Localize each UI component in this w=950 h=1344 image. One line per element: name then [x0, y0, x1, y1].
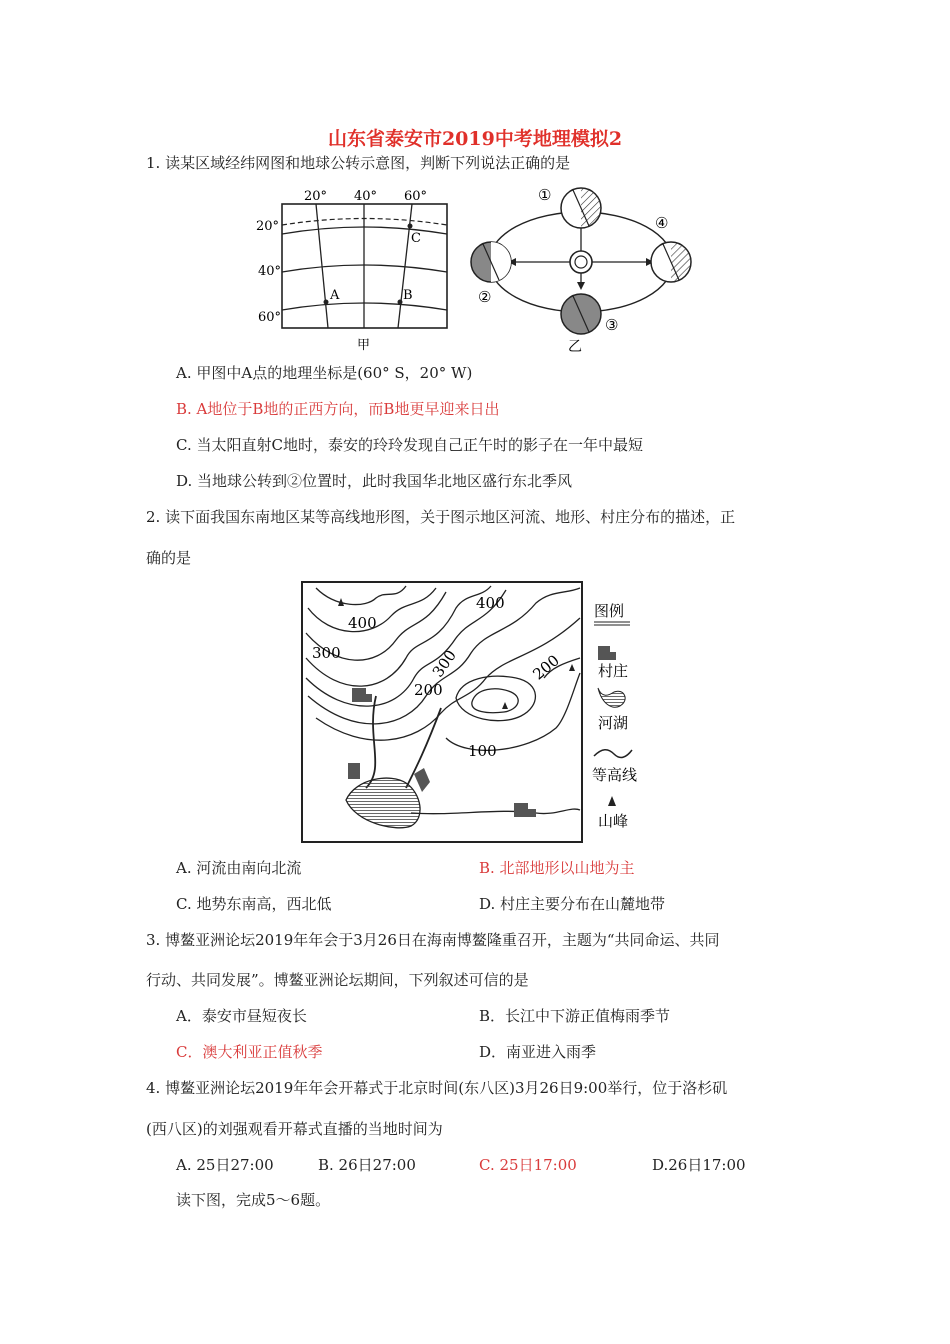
contour-map: [296, 578, 666, 848]
orbit-position-2: ②: [478, 288, 492, 306]
peak-legend-icon: [608, 796, 616, 806]
contour-legend-icon: [594, 750, 632, 758]
lat-label: 20°: [256, 219, 280, 234]
q4-stem-line2: (西八区)的刘强观看开幕式直播的当地时间为: [146, 1120, 443, 1138]
q1-option-c: C. 当太阳直射C地时，泰安的玲玲发现自己正午时的影子在一年中最短: [176, 436, 643, 454]
legend-lake: 河湖: [598, 714, 629, 732]
contour-label: 300: [312, 644, 341, 662]
q2-option-d: D. 村庄主要分布在山麓地带: [479, 895, 666, 913]
q2-option-a: A. 河流由南向北流: [176, 859, 302, 877]
contour-label: 400: [348, 614, 377, 632]
q5-6-intro: 读下图，完成5～6题。: [176, 1191, 331, 1209]
lon-label: 60°: [404, 189, 428, 204]
lon-label: 40°: [354, 189, 378, 204]
village-icon: [348, 763, 360, 779]
q1-option-b: B. A地位于B地的正西方向，而B地更早迎来日出: [176, 400, 500, 418]
lon-label: 20°: [304, 189, 328, 204]
point-label-c: C: [411, 231, 421, 246]
q4-option-b: B. 26日27:00: [318, 1156, 416, 1174]
q1-figure: [250, 182, 720, 360]
village-legend-icon: [598, 646, 616, 660]
q4-stem-line1: 4. 博鳌亚洲论坛2019年年会开幕式于北京时间(东八区)3月26日9:00举行，位于洛杉矶: [146, 1079, 728, 1097]
legend-village: 村庄: [598, 662, 629, 680]
q4-option-c: C. 25日17:00: [479, 1156, 577, 1174]
q1-stem: 1. 读某区域经纬网图和地球公转示意图，判断下列说法正确的是: [146, 154, 571, 172]
lake-legend-icon: [598, 688, 625, 707]
point-label-a: A: [330, 288, 340, 303]
contour-label: 300: [428, 646, 460, 681]
lat-label: 60°: [258, 310, 282, 325]
q1-option-a: A. 甲图中A点的地理坐标是(60° S，20° W): [176, 364, 473, 382]
q1-option-d: D. 当地球公转到②位置时，此时我国华北地区盛行东北季风: [176, 472, 573, 490]
orbit-diagram: [471, 186, 691, 355]
contour-label: 200: [529, 651, 563, 684]
q3-stem-line1: 3. 博鳌亚洲论坛2019年年会于3月26日在海南博鳌隆重召开，主题为“共同命运、共同: [146, 931, 720, 949]
q3-option-d: D．南亚进入雨季: [479, 1043, 597, 1061]
legend-peak: 山峰: [598, 812, 629, 830]
q3-option-a: A．泰安市昼短夜长: [176, 1007, 307, 1025]
lat-label: 40°: [258, 264, 282, 279]
map-legend: [592, 602, 637, 830]
point-label-b: B: [403, 288, 413, 303]
legend-contour: 等高线: [592, 766, 638, 784]
legend-title: 图例: [594, 602, 625, 620]
page-title: 山东省泰安市2019中考地理模拟2: [327, 128, 623, 150]
q3-option-b: B．长江中下游正值梅雨季节: [479, 1007, 671, 1025]
q3-stem-line2: 行动、共同发展”。博鳌亚洲论坛期间，下列叙述可信的是: [146, 971, 529, 989]
q3-option-c: C．澳大利亚正值秋季: [176, 1043, 323, 1061]
contour-label: 200: [414, 681, 443, 699]
orbit-position-3: ③: [605, 316, 619, 334]
contour-label: 100: [468, 742, 497, 760]
figure-caption-yi: 乙: [568, 339, 582, 355]
q2-option-c: C. 地势东南高，西北低: [176, 895, 332, 913]
orbit-position-4: ④: [655, 214, 669, 232]
q4-option-d: D.26日17:00: [652, 1156, 746, 1174]
orbit-position-1: ①: [538, 186, 552, 204]
q2-stem-line1: 2. 读下面我国东南地区某等高线地形图，关于图示地区河流、地形、村庄分布的描述，正: [146, 508, 736, 526]
figure-caption-jia: 甲: [357, 338, 371, 353]
q2-stem-line2: 确的是: [146, 549, 192, 567]
latlon-grid-map: [256, 189, 447, 353]
contour-label: 400: [476, 594, 505, 612]
q2-option-b: B. 北部地形以山地为主: [479, 859, 635, 877]
q4-option-a: A. 25日27:00: [176, 1156, 274, 1174]
